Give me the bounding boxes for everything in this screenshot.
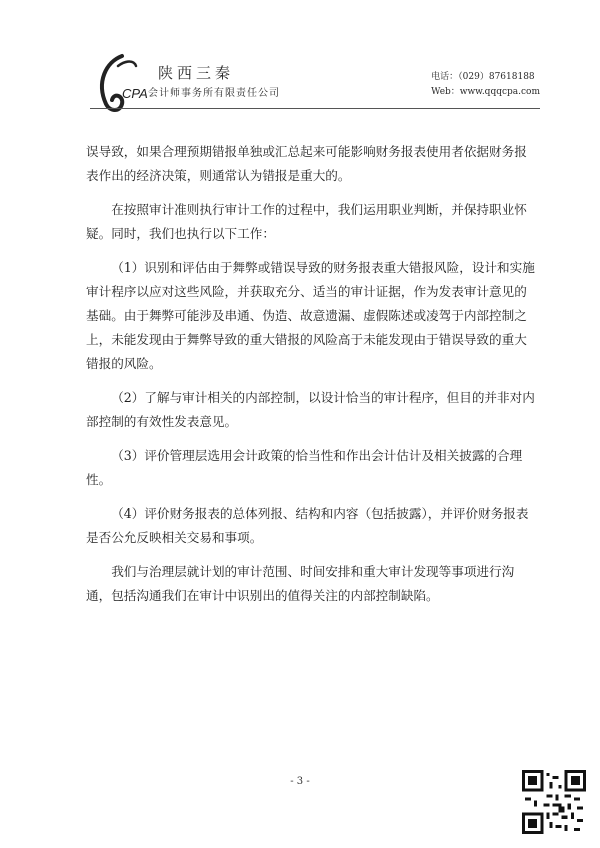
letterhead xyxy=(0,0,600,120)
logo-text: CPA xyxy=(122,86,148,101)
phone-number: 电话：（029）87618188 xyxy=(431,72,535,82)
paragraph: 我们与治理层就计划的审计范围、时间安排和重大审计发现等事项进行沟通，包括沟通我们在审计中识别出的值得关注的内部控制缺陷。 xyxy=(86,564,515,603)
paragraph: 在按照审计准则执行审计工作的过程中，我们运用职业判断，并保持职业怀疑。同时，我们也执行以下工作： xyxy=(86,202,527,241)
firm-logo-icon xyxy=(92,52,154,116)
brand-name: 陕西三秦 xyxy=(158,64,235,82)
paragraph-continuation: 误导致，如果合理预期错报单独或汇总起来可能影响财务报表使用者依据财务报表作出的经济决策，则通常认为错报是重大的。 xyxy=(86,144,527,183)
header-divider xyxy=(90,108,540,109)
list-item-4: （4）评价财务报表的总体列报、结构和内容（包括披露），并评价财务报表是否公允反映相关交易和事项。 xyxy=(86,506,529,545)
brand-subtitle: 会计师事务所有限责任公司 xyxy=(148,88,280,99)
qr-code-icon xyxy=(522,770,586,834)
website: Web：www.qqqcpa.com xyxy=(431,87,540,97)
list-item-2: （2）了解与审计相关的内部控制，以设计恰当的审计程序，但目的并非对内部控制的有效性发表意见。 xyxy=(86,390,535,429)
list-item-1: （1）识别和评估由于舞弊或错误导致的财务报表重大错报风险，设计和实施审计程序以应对这些风险，并获取充分、适当的审计证据，作为发表审计意见的基础。由于舞弊可能涉及串通、伪造、故意遗漏、虚假陈述或凌驾于内部控制之上，未能发现由于舞弊导致的重大错报的风险高于未能发现由于错误导致的重大错报的风险。 xyxy=(86,260,535,371)
page-number: - 3 - xyxy=(290,776,310,787)
document-body xyxy=(86,140,538,618)
contact-info xyxy=(431,70,540,100)
list-item-3: （3）评价管理层选用会计政策的恰当性和作出会计估计及相关披露的合理性。 xyxy=(86,448,523,487)
